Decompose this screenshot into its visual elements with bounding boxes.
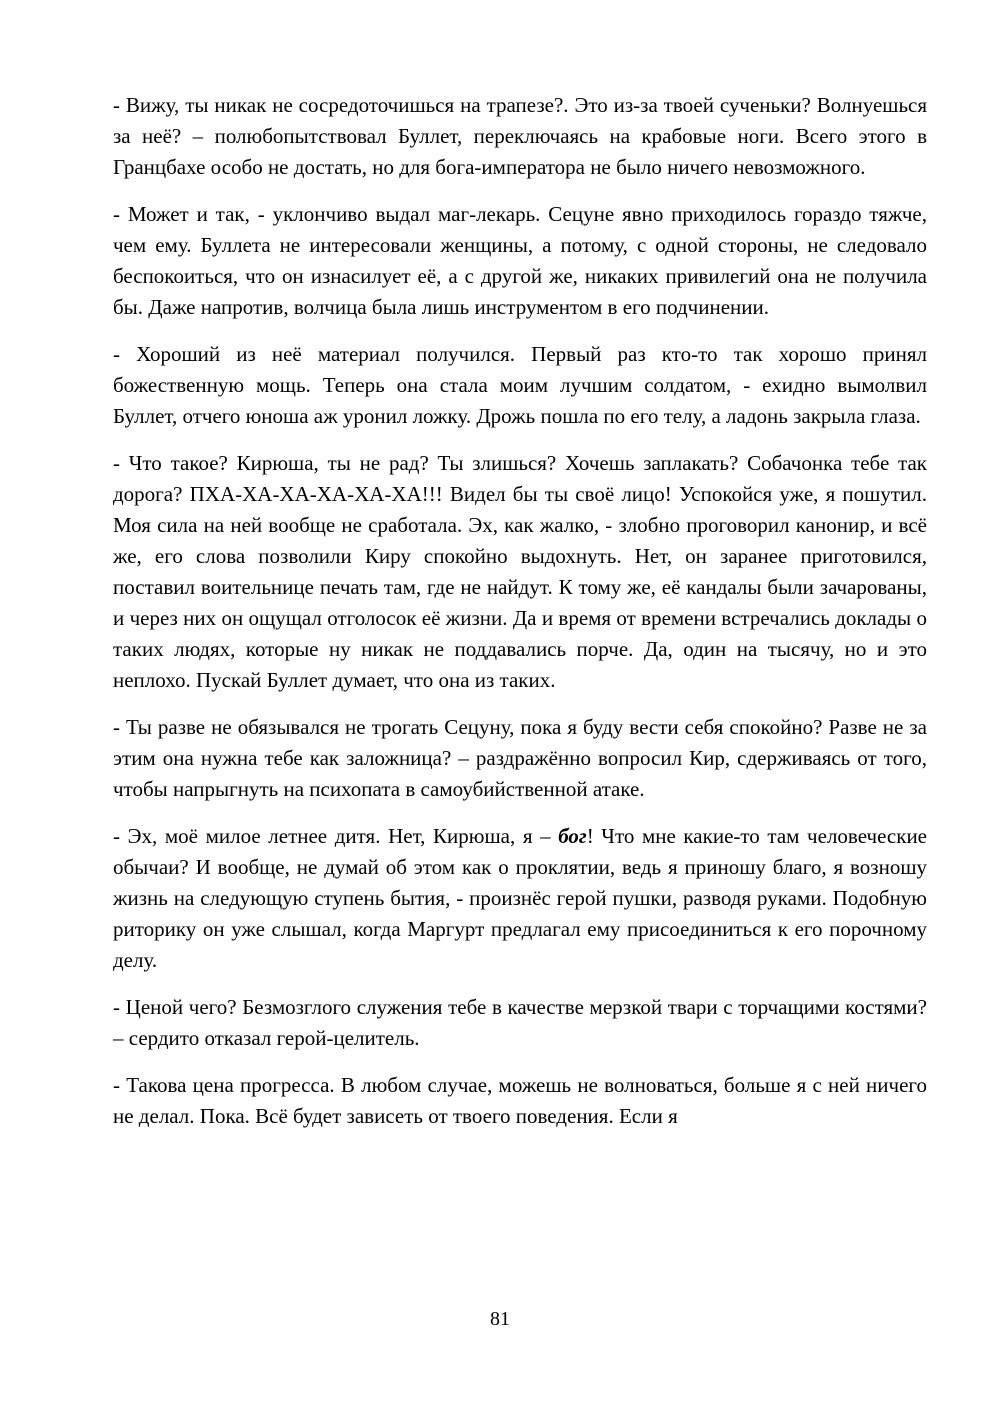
emphasized-word: бог bbox=[558, 824, 587, 848]
paragraph-8 bbox=[113, 1070, 927, 1132]
page-text bbox=[113, 90, 927, 1148]
paragraph-6 bbox=[113, 821, 927, 976]
text-run: - Такова цена прогресса. В любом случае, можешь не волноваться, больше я с ней ничего не делал. Пока. Всё будет зависеть от твоего поведения. Если я bbox=[113, 1073, 927, 1128]
text-run: - Что такое? Кирюша, ты не рад? Ты злишься? Хочешь заплакать? Собачонка тебе так дорога? ПХА-ХА-ХА-ХА-ХА-ХА!!! Видел бы ты своё лицо! Успокойся уже, я пошутил. Моя сила на ней вообще не сработала. Эх, как жалко, - злобно проговорил канонир, и всё же, его слова позволили Киру спокойно выдохнуть. Нет, он заранее приготовился, поставил воительнице печать там, где не найдут. К тому же, её кандалы были зачарованы, и через них он ощущал отголосок её жизни. Да и время от времени встречались доклады о таких людях, которые ну никак не поддавались порче. Да, один на тысячу, но и это неплохо. Пускай Буллет думает, что она из таких. bbox=[113, 451, 927, 692]
text-run: - Может и так, - уклончиво выдал маг-лекарь. Сецуне явно приходилось гораздо тяжче, чем ему. Буллета не интересовали женщины, а потому, с одной стороны, не следовало беспокоиться, что он изнасилует её, а с другой же, никаких привилегий она не получила бы. Даже напротив, волчица была лишь инструментом в его подчинении. bbox=[113, 202, 927, 319]
paragraph-3 bbox=[113, 339, 927, 432]
text-run: - Эх, моё милое летнее дитя. Нет, Кирюша, я – bbox=[113, 824, 559, 848]
page-number: 81 bbox=[490, 1308, 510, 1330]
paragraph-7 bbox=[113, 992, 927, 1054]
paragraph-2 bbox=[113, 199, 927, 323]
text-run: ! Что мне какие-то там человеческие обычаи? И вообще, не думай об этом как о проклятии, ведь я приношу благо, я возношу жизнь на следующую ступень бытия, - произнёс герой пушки, разводя руками. Подобную риторику он уже слышал, когда Маргурт предлагал ему присоединиться к его порочному делу. bbox=[113, 824, 927, 972]
text-run: - Вижу, ты никак не сосредоточишься на трапезе?. Это из-за твоей сученьки? Волнуешься за неё? – полюбопытствовал Буллет, переключаясь на крабовые ноги. Всего этого в Гранцбахе особо не достать, но для бога-императора не было ничего невозможного. bbox=[113, 93, 927, 179]
text-run: - Ты разве не обязывался не трогать Сецуну, пока я буду вести себя спокойно? Разве не за этим она нужна тебе как заложница? – раздражённо вопросил Кир, сдерживаясь от того, чтобы напрыгнуть на психопата в самоубийственной атаке. bbox=[113, 715, 927, 801]
paragraph-5 bbox=[113, 712, 927, 805]
text-run: - Ценой чего? Безмозглого служения тебе в качестве мерзкой твари с торчащими костями? – сердито отказал герой-целитель. bbox=[113, 995, 927, 1050]
text-run: - Хороший из неё материал получился. Первый раз кто-то так хорошо принял божественную мощь. Теперь она стала моим лучшим солдатом, - ехидно вымолвил Буллет, отчего юноша аж уронил ложку. Дрожь пошла по его телу, а ладонь закрыла глаза. bbox=[113, 342, 927, 428]
paragraph-1 bbox=[113, 90, 927, 183]
paragraph-4 bbox=[113, 448, 927, 696]
